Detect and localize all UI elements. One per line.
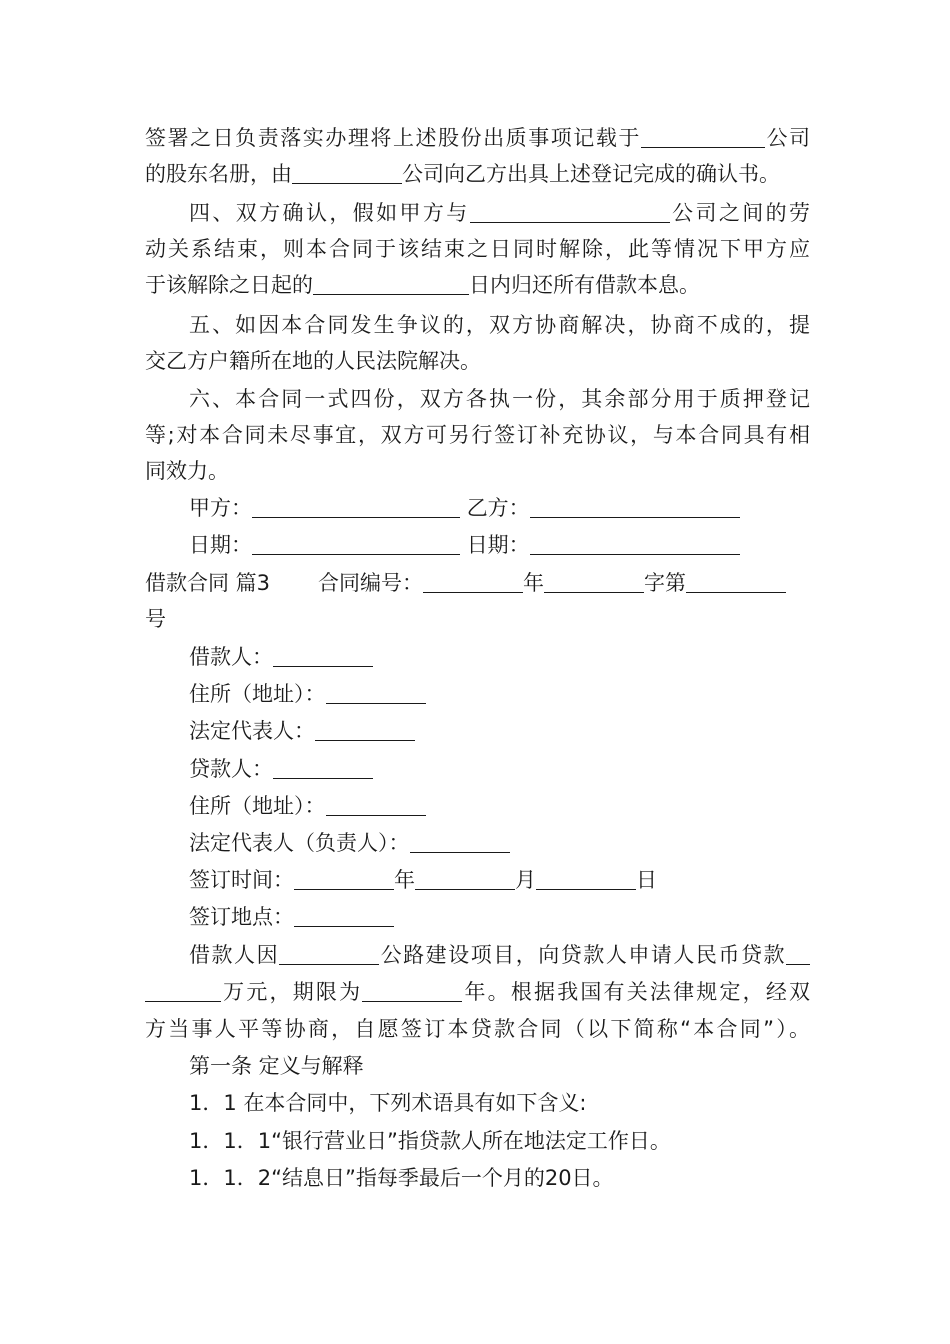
article-item: 1．1 在本合同中，下列术语具有如下含义: [189,1091,587,1115]
blank-underline [470,200,670,223]
article-item: 1．1．1“银行营业日”指贷款人所在地法定工作日。 [189,1129,671,1153]
signature-line: 甲方： 乙方： [189,494,810,522]
sign-time-line: 签订时间： 年 月 日 [189,868,657,892]
blank-underline [326,681,426,704]
blank-underline [686,570,786,593]
blank-underline [536,867,636,890]
text-line: 等;对本合同未尽事宜，双方可另行签订补充协议，与本合同具有相 [145,423,810,447]
blank-underline [252,532,460,555]
text-line: 签署之日负责落实办理将上述股份出质事项记载于 公司 [145,126,811,150]
borrower-line: 借款人： [189,643,810,671]
blank-underline [279,942,379,965]
blank-underline [786,942,810,965]
blank-underline [273,644,373,667]
contract-heading: 借款合同 篇3 合同编号： 年 字第 [145,569,810,597]
lender-rep-line: 法定代表人（负责人）： [189,829,810,857]
text-line: 交乙方户籍所在地的人民法院解决。 [145,349,481,373]
blank-underline [145,979,221,1002]
text-line: 借款人因 公路建设项目，向贷款人申请人民币贷款 [189,941,810,969]
date-line: 日期： 日期： [189,531,810,559]
blank-underline [410,830,510,853]
text-line: 万元，期限为 年。根据我国有关法律规定，经双 [145,978,810,1006]
blank-underline [362,979,462,1002]
lender-line: 贷款人： [189,755,810,783]
text-line: 六、本合同一式四份，双方各执一份，其余部分用于质押登记 [189,387,810,411]
blank-underline [294,867,394,890]
borrower-address-line: 住所（地址）： [189,680,810,708]
blank-underline [326,793,426,816]
article-item: 1．1．2“结息日”指每季最后一个月的20日。 [189,1166,614,1190]
text-line: 四、双方确认，假如甲方与 公司之间的劳 [189,201,811,225]
blank-underline [273,756,373,779]
blank-underline [415,867,515,890]
blank-underline [315,718,415,741]
text-line: 的股东名册，由 公司向乙方出具上述登记完成的确认书。 [145,162,780,186]
lender-address-line: 住所（地址）： [189,792,810,820]
blank-underline [641,125,765,148]
text-line: 五、如因本合同发生争议的，双方协商解决，协商不成的，提 [189,313,810,337]
sign-place-line: 签订地点： [189,903,810,931]
blank-underline [252,495,460,518]
blank-underline [544,570,644,593]
blank-underline [313,272,469,295]
text-line: 动关系结束，则本合同于该结束之日同时解除，此等情况下甲方应 [145,237,810,261]
heading-title: 借款合同 篇3 [145,571,271,595]
text-line: 同效力。 [145,459,229,483]
blank-underline [530,495,740,518]
blank-underline [294,904,394,927]
blank-underline [530,532,740,555]
article-heading: 第一条 定义与解释 [189,1054,364,1078]
borrower-rep-line: 法定代表人： [189,717,810,745]
text-line: 于该解除之日起的 日内归还所有借款本息。 [145,273,700,297]
blank-underline [423,570,523,593]
text-line: 方当事人平等协商，自愿签订本贷款合同（以下简称“本合同”）。 [145,1017,810,1041]
blank-underline [292,161,402,184]
text-line: 号 [145,607,166,631]
